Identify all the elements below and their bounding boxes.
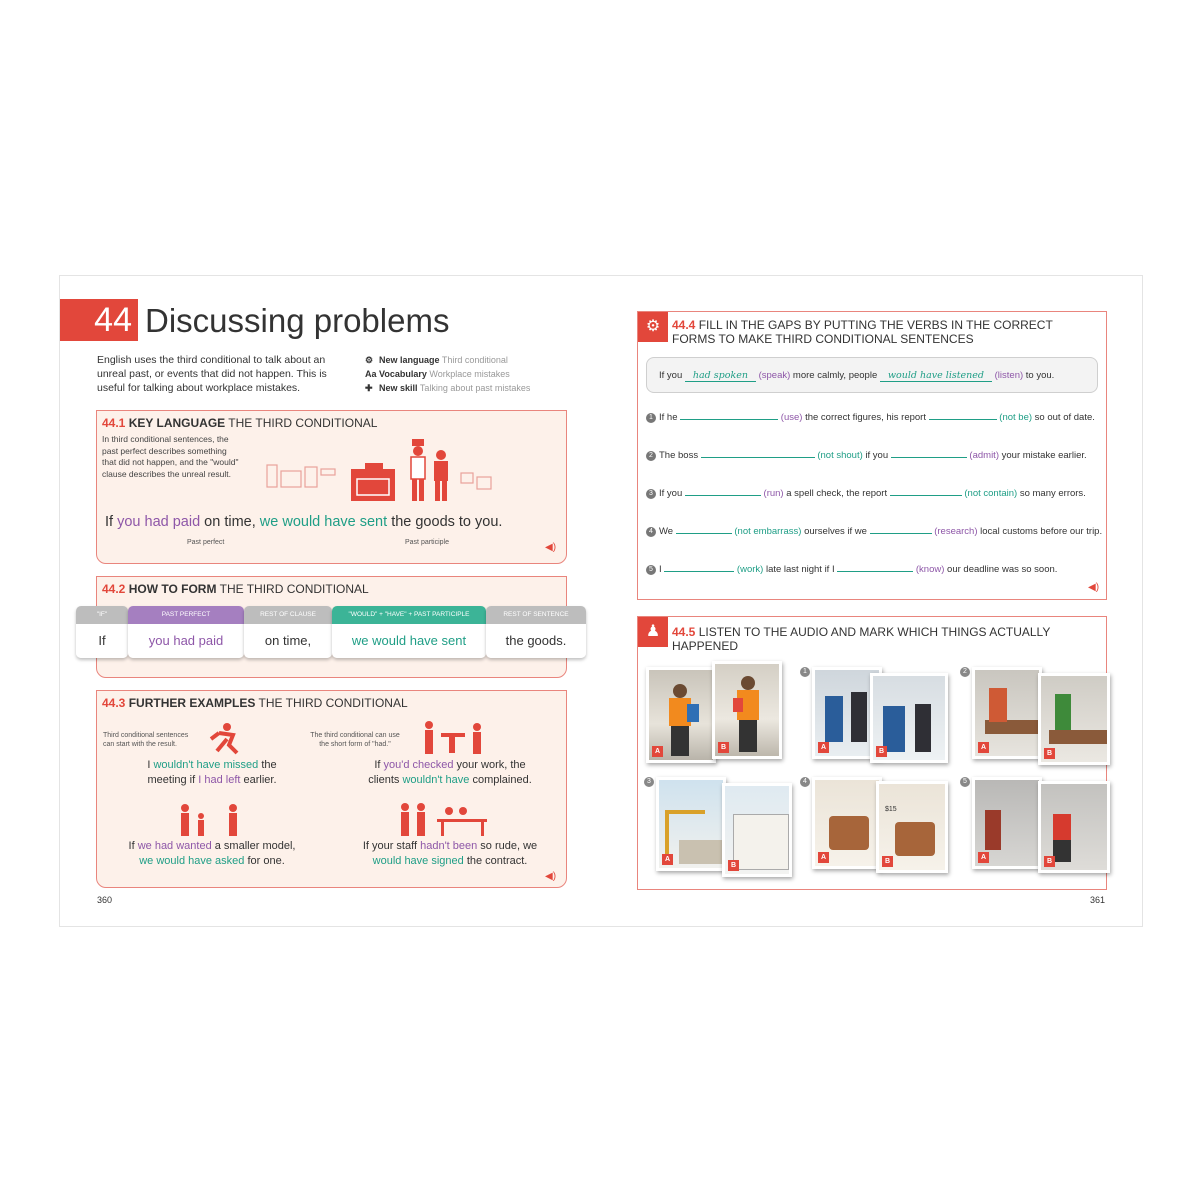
audio-speaker-icon[interactable]: ◀) bbox=[1088, 582, 1100, 593]
example-box bbox=[646, 357, 1098, 393]
photo-3b[interactable]: B bbox=[722, 783, 792, 877]
exercise-item-4: 4 We (not embarrass) ourselves if we (research) local customs before our trip. bbox=[646, 524, 1102, 537]
example-answer-1: had spoken bbox=[685, 370, 756, 382]
answer-blank[interactable] bbox=[890, 486, 962, 496]
answer-blank[interactable] bbox=[685, 486, 761, 496]
formula-piece-rest-of-clause: REST OF CLAUSE on time, bbox=[244, 606, 332, 658]
exercise-item-1: 1 If he (use) the correct figures, his report (not be) so out of date. bbox=[646, 410, 1095, 423]
audio-speaker-icon[interactable]: ◀) bbox=[545, 871, 557, 882]
answer-blank[interactable] bbox=[680, 410, 778, 420]
photo-example-a[interactable]: A bbox=[646, 667, 716, 763]
photo-1a[interactable]: A bbox=[812, 667, 882, 759]
formula-piece-would-have: "WOULD" + "HAVE" + PAST PARTICIPLE we would have sent bbox=[332, 606, 486, 658]
photo-5b[interactable]: B bbox=[1038, 781, 1110, 873]
section-44-1-heading: 44.1 KEY LANGUAGE THE THIRD CONDITIONAL bbox=[102, 416, 378, 430]
note-start-with-result: Third conditional sentences can start with the result. bbox=[103, 732, 189, 748]
complaining-clients-icon bbox=[419, 719, 499, 755]
formula-strip bbox=[76, 606, 588, 660]
key-example-sentence: If you had paid on time, we would have sent the goods to you. bbox=[105, 514, 503, 530]
section-44-5 bbox=[637, 616, 1107, 890]
photo-4a[interactable]: A bbox=[812, 777, 882, 869]
section-44-4 bbox=[637, 311, 1107, 600]
example-2: If you'd checked your work, the clients wouldn't have complained. bbox=[368, 759, 532, 786]
section-44-4-heading: 44.4 FILL IN THE GAPS BY PUTTING THE VERBS IN THE CORRECT FORMS TO MAKE THIRD CONDITIONAL SENTENCES bbox=[672, 318, 1053, 346]
unit-meta bbox=[365, 353, 530, 395]
person-silhouette-icon: ♟ bbox=[638, 617, 668, 647]
page-number-right: 361 bbox=[1090, 895, 1106, 905]
gears-icon: ⚙ bbox=[365, 355, 374, 365]
example-1: I wouldn't have missed the meeting if I had left earlier. bbox=[147, 759, 277, 786]
section-44-1 bbox=[96, 410, 567, 564]
formula-piece-past-perfect: PAST PERFECT you had paid bbox=[128, 606, 244, 658]
photo-2b[interactable]: B bbox=[1038, 673, 1110, 765]
price-tag: $15 bbox=[885, 806, 897, 813]
page-title: Discussing problems bbox=[145, 302, 450, 339]
gears-icon: ⚙ bbox=[638, 312, 668, 342]
intro-text: English uses the third conditional to talk about an unreal past, or events that did not happen. This is useful for talking about workplace mistakes. bbox=[97, 354, 327, 394]
exercise-item-5: 5 I (work) late last night if I (know) our deadline was so soon. bbox=[646, 562, 1057, 575]
photo-example-b[interactable]: B bbox=[712, 661, 782, 759]
meta-new-skill: ✚ New skill Talking about past mistakes bbox=[365, 383, 531, 393]
meta-new-language: ⚙ New language Third conditional bbox=[365, 355, 508, 365]
aa-icon: Aa bbox=[365, 369, 377, 379]
photo-4b[interactable]: $15 B bbox=[876, 781, 948, 873]
note-past-perfect: Past perfect bbox=[187, 539, 225, 546]
answer-blank[interactable] bbox=[664, 562, 734, 572]
example-4: If your staff hadn't been so rude, we would have signed the contract. bbox=[362, 840, 538, 867]
example-3: If we had wanted a smaller model, we would have asked for one. bbox=[128, 840, 296, 867]
section-44-3 bbox=[96, 690, 567, 888]
item-number-4: 4 bbox=[800, 777, 810, 787]
formula-piece-rest-of-sentence: REST OF SENTENCE the goods. bbox=[486, 606, 586, 658]
photo-1b[interactable]: B bbox=[870, 673, 948, 763]
family-figures-icon bbox=[177, 803, 247, 837]
section-44-2-heading: 44.2 HOW TO FORM THE THIRD CONDITIONAL bbox=[102, 582, 369, 596]
running-person-icon bbox=[205, 721, 245, 757]
puzzle-icon: ✚ bbox=[365, 383, 373, 393]
answer-blank[interactable] bbox=[837, 562, 913, 572]
photo-2a[interactable]: A bbox=[972, 667, 1042, 759]
item-number-2: 2 bbox=[960, 667, 970, 677]
section-44-3-heading: 44.3 FURTHER EXAMPLES THE THIRD CONDITIONAL bbox=[102, 696, 408, 710]
answer-blank[interactable] bbox=[929, 410, 997, 420]
kitchen-illustration bbox=[265, 433, 515, 505]
unit-number: 44 bbox=[60, 299, 138, 341]
exercise-item-3: 3 If you (run) a spell check, the report (not contain) so many errors. bbox=[646, 486, 1086, 499]
example-sentence: If you had spoken (speak) more calmly, people would have listened (listen) to you. bbox=[659, 370, 1055, 381]
example-answer-2: would have listened bbox=[880, 370, 992, 382]
item-number-3: 3 bbox=[644, 777, 654, 787]
meta-vocabulary: Aa Vocabulary Workplace mistakes bbox=[365, 369, 510, 379]
answer-blank[interactable] bbox=[676, 524, 732, 534]
answer-blank[interactable] bbox=[891, 448, 967, 458]
audio-speaker-icon[interactable]: ◀) bbox=[545, 542, 557, 553]
note-short-form: The third conditional can use the short form of "had." bbox=[310, 732, 400, 748]
answer-blank[interactable] bbox=[701, 448, 815, 458]
photo-5a[interactable]: A bbox=[972, 777, 1042, 869]
book-spread bbox=[59, 275, 1143, 927]
section-44-1-description: In third conditional sentences, the past perfect describes something that did not happen, and the "would" clause describes the unreal result. bbox=[102, 434, 239, 479]
answer-blank[interactable] bbox=[870, 524, 932, 534]
formula-piece-if: "IF" If bbox=[76, 606, 128, 658]
note-past-participle: Past participle bbox=[405, 539, 449, 546]
item-number-1: 1 bbox=[800, 667, 810, 677]
exercise-item-2: 2 The boss (not shout) if you (admit) your mistake earlier. bbox=[646, 448, 1087, 461]
item-number-5: 5 bbox=[960, 777, 970, 787]
section-44-5-heading: 44.5 LISTEN TO THE AUDIO AND MARK WHICH THINGS ACTUALLY HAPPENED bbox=[672, 625, 1051, 653]
photo-3a[interactable]: A bbox=[656, 777, 726, 871]
meeting-figures-icon bbox=[397, 801, 497, 837]
page-number-left: 360 bbox=[97, 895, 113, 905]
